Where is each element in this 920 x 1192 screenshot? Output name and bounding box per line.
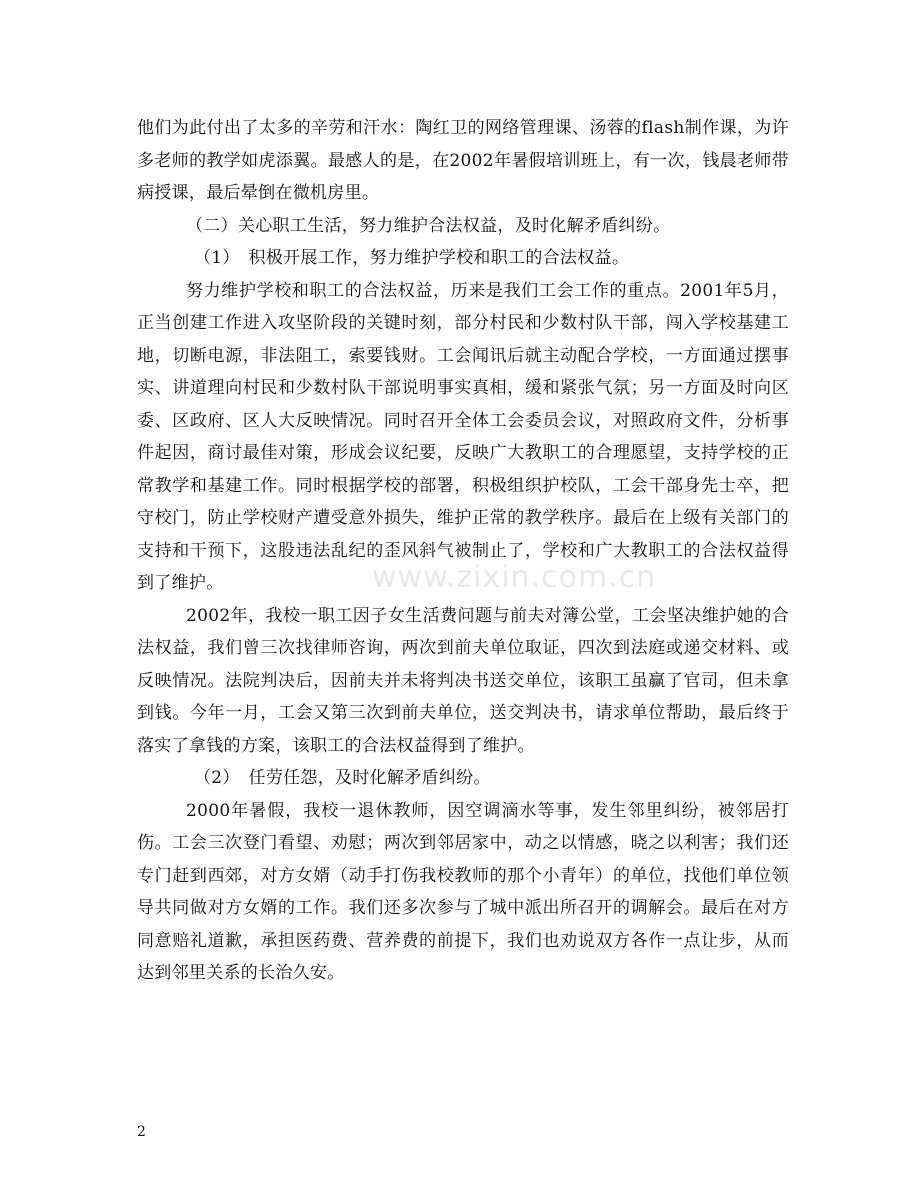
subsection-heading-2: （2） 任劳任怨，及时化解矛盾纠纷。: [194, 768, 491, 788]
paragraph-2000-case: 2000年暑假，我校一退休教师，因空调滴水等事，发生邻里纠纷，被邻居打伤。工会三次登门看望、劝慰；两次到邻居家中，动之以情感，晓之以利害；我们还专门赶到西郊，对方女婿（动手打伤我校教师的那个小青年）的单位，找他们单位领导共同做对方女婿的工作。我们还多次参与了城中派出所召开的调解会。最后在对方同意赔礼道歉，承担医药费、营养费的前提下，我们也劝说双方各作一点让步，从而达到邻里关系的长治久安。: [137, 800, 789, 983]
document-body: [137, 112, 789, 990]
page-number: 2: [137, 1124, 146, 1140]
section-heading: （二）关心职工生活，努力维护合法权益，及时化解矛盾纠纷。: [186, 215, 671, 236]
paragraph-rights: 努力维护学校和职工的合法权益，历来是我们工会工作的重点。2001年5月，正当创建工作进入攻坚阶段的关键时刻，部分村民和少数村队干部，闯入学校基建工地，切断电源，非法阻工，索要钱财。工会闻讯后就主动配合学校，一方面通过摆事实、讲道理向村民和少数村队干部说明事实真相，缓和紧张气氛；另一方面及时向区委、区政府、区人大反映情况。同时召开全体工会委员会议，对照政府文件，分析事件起因，商讨最佳对策，形成会议纪要，反映广大教职工的合理愿望，支持学校的正常教学和基建工作。同时根据学校的部署，积极组织护校队，工会干部身先士卒，把守校门，防止学校财产遭受意外损失，维护正常的教学秩序。最后在上级有关部门的支持和干预下，这股违法乱纪的歪风斜气被制止了，学校和广大教职工的合法权益得到了维护。: [137, 280, 789, 593]
watermark: www.zixin.com.cn: [372, 560, 657, 595]
paragraph-2002-case: 2002年，我校一职工因子女生活费问题与前夫对簿公堂，工会坚决维护她的合法权益，我们曾三次找律师咨询，两次到前夫单位取证，四次到法庭或递交材料、或反映情况。法院判决后，因前夫并未将判决书送交单位，该职工虽赢了官司，但未拿到钱。今年一月，工会又第三次到前夫单位，送交判决书，请求单位帮助，最后终于落实了拿钱的方案，该职工的合法权益得到了维护。: [137, 605, 789, 756]
subsection-heading-1: （1） 积极开展工作，努力维护学校和职工的合法权益。: [194, 248, 630, 268]
paragraph-continuation: 他们为此付出了太多的辛劳和汗水：陶红卫的网络管理课、汤蓉的flash制作课，为许多老师的教学如虎添翼。最感人的是，在2002年暑假培训班上，有一次，钱晨老师带病授课，最后晕倒在微机房里。: [137, 118, 789, 203]
